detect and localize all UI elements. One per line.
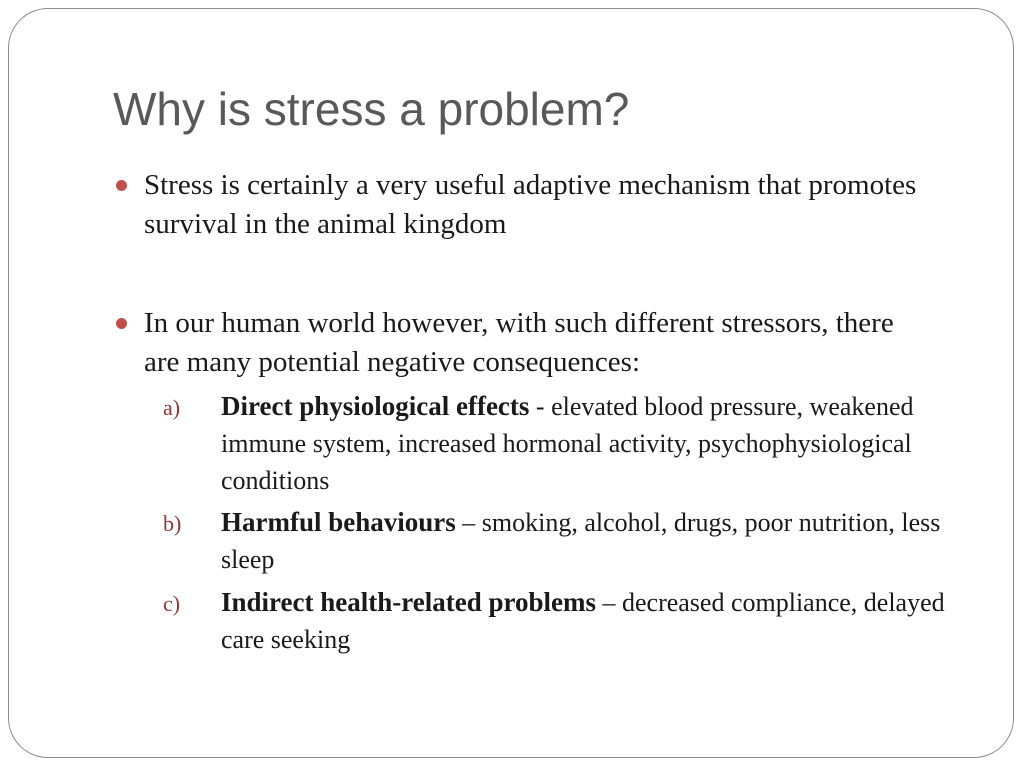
sub-item-a xyxy=(163,388,953,499)
sub-item-text xyxy=(221,584,953,658)
sub-item-b xyxy=(163,504,953,578)
sub-item-text xyxy=(221,388,953,499)
bullet-text: Stress is certainly a very useful adaptive mechanism that promotes survival in the animal kingdom xyxy=(144,169,917,240)
sub-item-bold: Direct physiological effects xyxy=(221,391,530,421)
bullet-item xyxy=(113,304,933,382)
sub-item-marker: c) xyxy=(163,591,181,616)
bullet-dot-icon xyxy=(116,318,127,329)
bullet-dot-icon xyxy=(116,180,127,191)
sub-item-rest: – decreased compliance, delayed care seeking xyxy=(221,588,945,654)
sub-item-marker: a) xyxy=(163,395,181,420)
sub-item-bold: Indirect health-related problems xyxy=(221,587,596,617)
sub-item-c xyxy=(163,584,953,658)
sub-item-rest: – smoking, alcohol, drugs, poor nutrition, less sleep xyxy=(221,508,941,574)
sub-item-rest: - elevated blood pressure, weakened immune system, increased hormonal activity, psychophysiological conditions xyxy=(221,392,914,495)
bullet-text: In our human world however, with such different stressors, there are many potential negative consequences: xyxy=(144,307,894,378)
sub-item-text xyxy=(221,504,953,578)
sub-item-marker: b) xyxy=(163,511,182,536)
bullet-item xyxy=(113,166,933,244)
sub-item-bold: Harmful behaviours xyxy=(221,507,456,537)
slide-title: Why is stress a problem? xyxy=(113,83,630,135)
